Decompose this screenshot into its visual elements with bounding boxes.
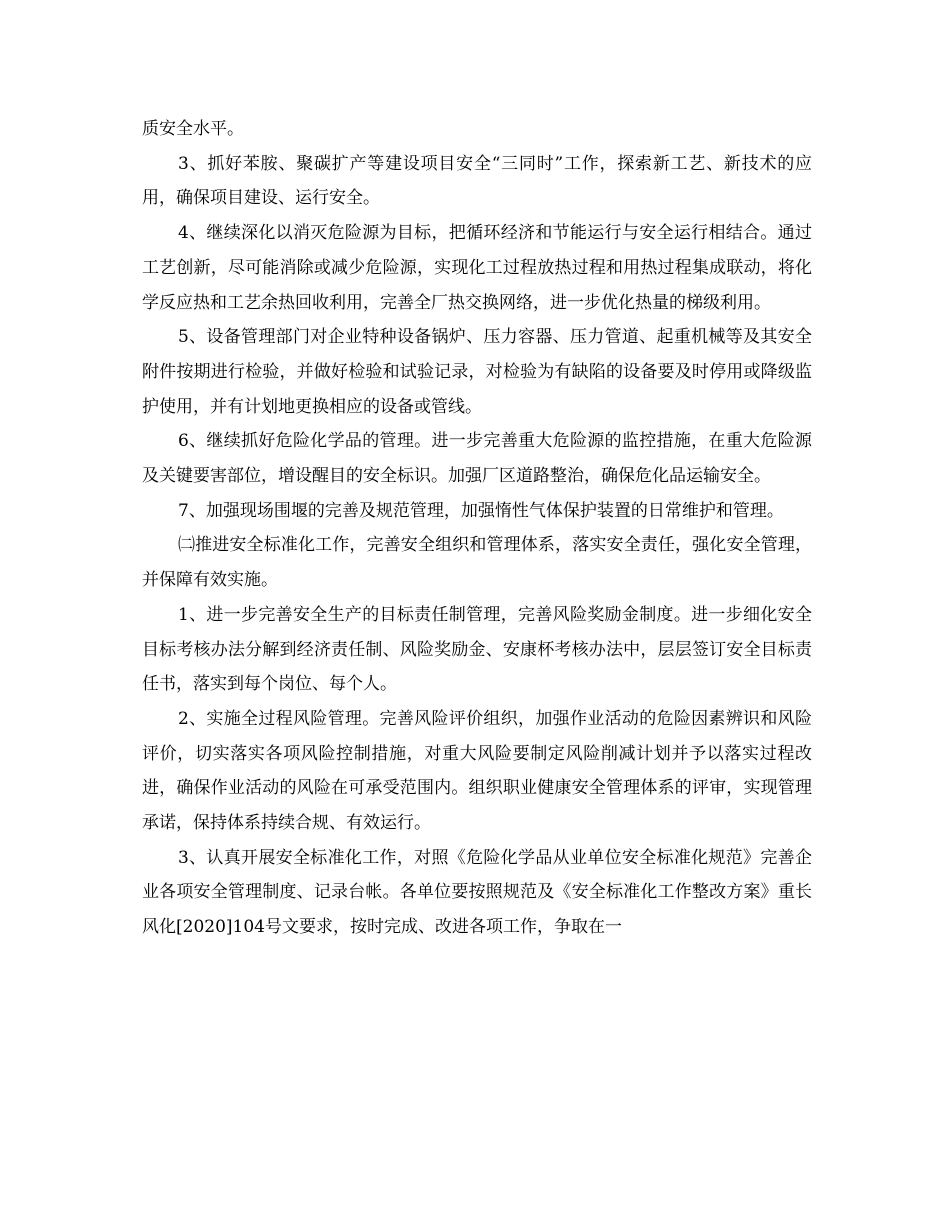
paragraph-item-6-hazardous-chemicals: 6、继续抓好危险化学品的管理。进一步完善重大危险源的监控措施，在重大危险源及关键要害部位，增设醒目的安全标识。加强厂区道路整治，确保危化品运输安全。 — [142, 431, 812, 487]
paragraph-section-2-standardization: ㈡推进安全标准化工作，完善安全组织和管理体系，落实安全责任，强化安全管理，并保障有效实施。 — [142, 535, 812, 591]
paragraph-item-4-hazard-elimination: 4、继续深化以消灭危险源为目标，把循环经济和节能运行与安全运行相结合。通过工艺创新，尽可能消除或减少危险源，实现化工过程放热过程和用热过程集成联动，将化学反应热和工艺余热回收利用，完善全厂热交换网络，进一步优化热量的梯级利用。 — [142, 223, 812, 313]
paragraph-continuation: 质安全水平。 — [142, 119, 244, 139]
paragraph-item-7-cofferdam-management: 7、加强现场围堰的完善及规范管理，加强惰性气体保护装置的日常维护和管理。 — [178, 500, 784, 521]
paragraph-item-2-risk-management: 2、实施全过程风险管理。完善风险评价组织，加强作业活动的危险因素辨识和风险评价，切实落实各项风险控制措施，对重大风险要制定风险削减计划并予以落实过程改进，确保作业活动的风险在可承受范围内。组织职业健康安全管理体系的评审，实现管理承诺，保持体系持续合规、有效运行。 — [142, 708, 812, 834]
paragraph-item-3-standardization-work: 3、认真开展安全标准化工作，对照《危险化学品从业单位安全标准化规范》完善企业各项安全管理制度、记录台帐。各单位要按照规范及《安全标准化工作整改方案》重长风化[2020]104号文要求，按时完成、改进各项工作，争取在一 — [142, 847, 812, 938]
paragraph-item-1-responsibility: 1、进一步完善安全生产的目标责任制管理，完善风险奖励金制度。进一步细化安全目标考核办法分解到经济责任制、风险奖励金、安康杯考核办法中，层层签订安全目标责任书，落实到每个岗位、每个人。 — [142, 604, 812, 695]
paragraph-item-5-equipment-inspection: 5、设备管理部门对企业特种设备锅炉、压力容器、压力管道、起重机械等及其安全附件按期进行检验，并做好检验和试验记录，对检验为有缺陷的设备要及时停用或降级监护使用，并有计划地更换相应的设备或管线。 — [142, 327, 812, 417]
document-page — [142, 112, 812, 945]
paragraph-item-3-construction-safety: 3、抓好苯胺、聚碳扩产等建设项目安全“三同时”工作，探索新工艺、新技术的应用，确保项目建设、运行安全。 — [142, 153, 812, 209]
